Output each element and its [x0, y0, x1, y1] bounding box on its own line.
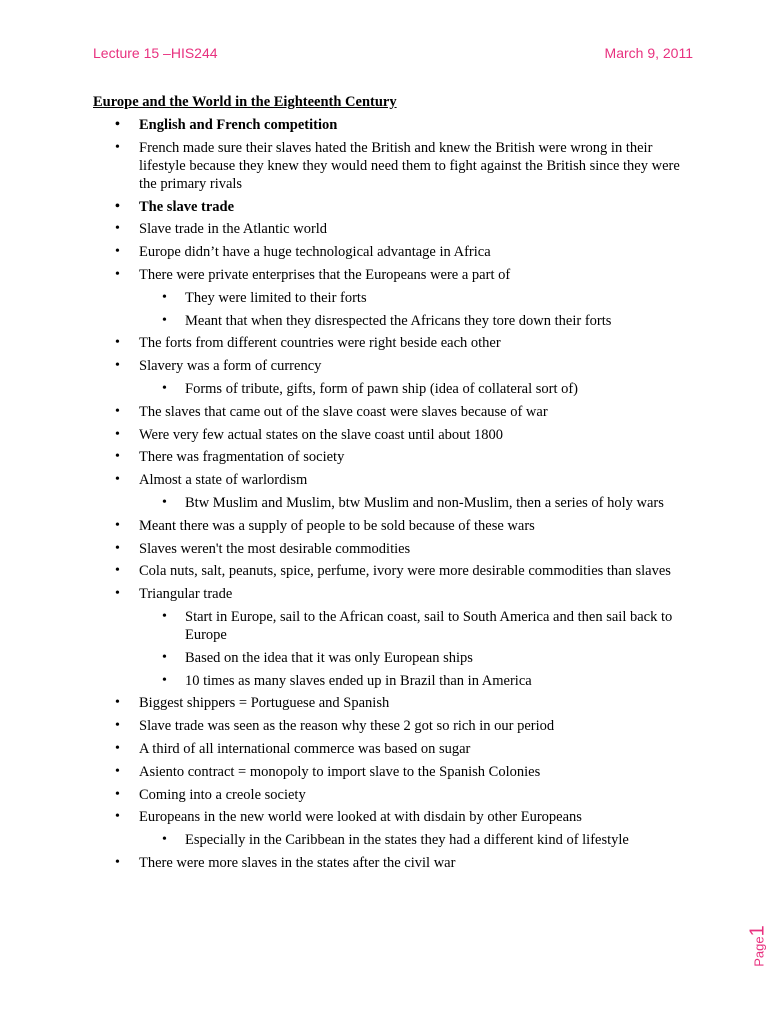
list-item: • Coming into a creole society [93, 786, 693, 804]
list-item: • There were more slaves in the states after the civil war [93, 854, 693, 872]
sub-list-item: • Meant that when they disrespected the Africans they tore down their forts [93, 312, 693, 330]
notes-list [93, 116, 693, 877]
sub-list-item: • Start in Europe, sail to the African coast, sail to South America and then sail back to Europe [93, 608, 693, 644]
list-item: • Slavery was a form of currency [93, 357, 693, 375]
sub-list-item: • 10 times as many slaves ended up in Brazil than in America [93, 672, 693, 690]
sub-list-item: • Based on the idea that it was only European ships [93, 649, 693, 667]
list-item: • Asiento contract = monopoly to import slave to the Spanish Colonies [93, 763, 693, 781]
list-item: • Europeans in the new world were looked at with disdain by other Europeans [93, 808, 693, 826]
header-lecture-label: Lecture 15 –HIS244 [93, 45, 218, 61]
sub-list-item: • Forms of tribute, gifts, form of pawn ship (idea of collateral sort of) [93, 380, 693, 398]
header-date: March 9, 2011 [604, 45, 693, 61]
list-item: • Triangular trade [93, 585, 693, 603]
page-number-footer [748, 916, 768, 976]
list-item: • The forts from different countries were right beside each other [93, 334, 693, 352]
list-item: • French made sure their slaves hated the British and knew the British were wrong in their lifestyle because they knew they would need them to fight against the British since they were the primary rivals [93, 139, 693, 193]
list-item: • Europe didn’t have a huge technological advantage in Africa [93, 243, 693, 261]
list-item: • The slaves that came out of the slave coast were slaves because of war [93, 403, 693, 421]
list-item: • English and French competition [93, 116, 693, 134]
list-item: • The slave trade [93, 198, 693, 216]
sub-list-item: • Btw Muslim and Muslim, btw Muslim and non-Muslim, then a series of holy wars [93, 494, 693, 512]
list-item: • Almost a state of warlordism [93, 471, 693, 489]
list-item: • Cola nuts, salt, peanuts, spice, perfume, ivory were more desirable commodities than slaves [93, 562, 693, 580]
sub-list-item: • Especially in the Caribbean in the states they had a different kind of lifestyle [93, 831, 693, 849]
list-item: • Biggest shippers = Portuguese and Spanish [93, 694, 693, 712]
sub-list-item: • They were limited to their forts [93, 289, 693, 307]
list-item: • There was fragmentation of society [93, 448, 693, 466]
list-item: • There were private enterprises that the Europeans were a part of [93, 266, 693, 284]
list-item: • Slaves weren't the most desirable commodities [93, 540, 693, 558]
list-item: • Were very few actual states on the slave coast until about 1800 [93, 426, 693, 444]
page-label: Page [751, 936, 767, 967]
list-item: • Slave trade was seen as the reason why these 2 got so rich in our period [93, 717, 693, 735]
page-title: Europe and the World in the Eighteenth Century [93, 94, 397, 110]
list-item: • Meant there was a supply of people to be sold because of these wars [93, 517, 693, 535]
list-item: • A third of all international commerce was based on sugar [93, 740, 693, 758]
list-item: • Slave trade in the Atlantic world [93, 220, 693, 238]
page-number: 1 [746, 925, 769, 937]
